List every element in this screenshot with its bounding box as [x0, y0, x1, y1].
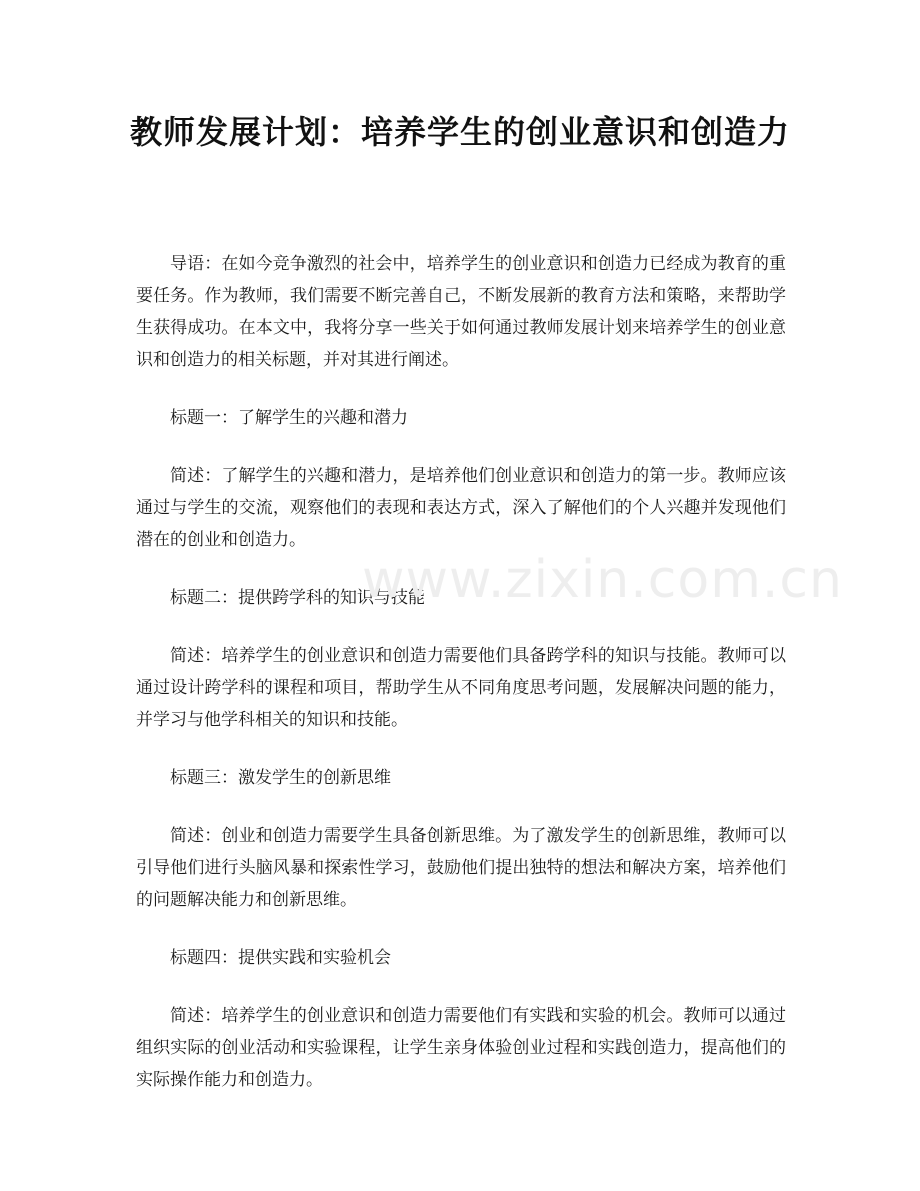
watermark-text: www.zixin.com.cn	[362, 550, 843, 610]
section-summary-4: 简述：培养学生的创业意识和创造力需要他们有实践和实验的机会。教师可以通过组织实际的创业活动和实验课程，让学生亲身体验创业过程和实践创造力，提高他们的实际操作能力和创造力。	[136, 1006, 786, 1090]
section-summary-1: 简述：了解学生的兴趣和潜力，是培养他们创业意识和创造力的第一步。教师应该通过与学生的交流，观察他们的表现和表达方式，深入了解他们的个人兴趣并发现他们潜在的创业和创造力。	[136, 466, 786, 550]
section-heading-3: 标题三：激发学生的创新思维	[170, 768, 391, 788]
document-title: 教师发展计划：培养学生的创业意识和创造力	[130, 113, 791, 151]
document-body	[136, 248, 786, 1122]
section-heading-2: 标题二：提供跨学科的知识与技能	[170, 588, 425, 608]
section-summary-2: 简述：培养学生的创业意识和创造力需要他们具备跨学科的知识与技能。教师可以通过设计跨学科的课程和项目，帮助学生从不同角度思考问题，发展解决问题的能力，并学习与他学科相关的知识和技能。	[136, 646, 786, 730]
section-heading-1: 标题一：了解学生的兴趣和潜力	[170, 408, 408, 428]
intro-paragraph: 导语：在如今竞争激烈的社会中，培养学生的创业意识和创造力已经成为教育的重要任务。作为教师，我们需要不断完善自己，不断发展新的教育方法和策略，来帮助学生获得成功。在本文中，我将分享一些关于如何通过教师发展计划来培养学生的创业意识和创造力的相关标题，并对其进行阐述。	[136, 254, 786, 370]
section-heading-4: 标题四：提供实践和实验机会	[170, 948, 391, 968]
section-summary-3: 简述：创业和创造力需要学生具备创新思维。为了激发学生的创新思维，教师可以引导他们进行头脑风暴和探索性学习，鼓励他们提出独特的想法和解决方案，培养他们的问题解决能力和创新思维。	[136, 826, 786, 910]
